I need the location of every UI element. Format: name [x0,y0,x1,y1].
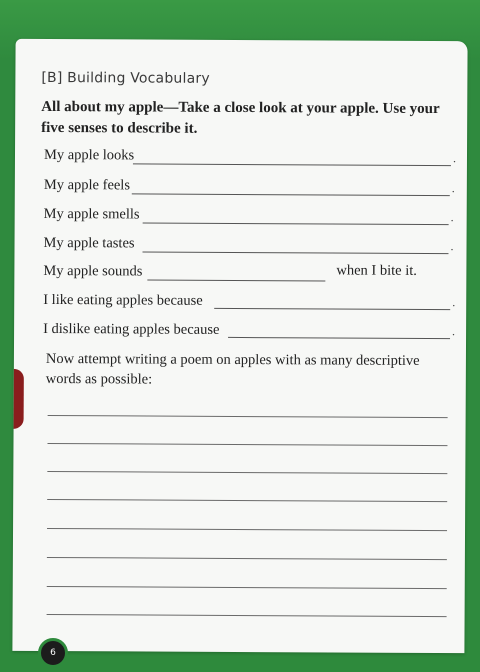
poem-line-7[interactable] [47,586,447,589]
poem-line-3[interactable] [47,471,447,474]
poem-instruction: Now attempt writing a poem on apples with as many descriptive words as possible: [45,350,420,388]
prompt-label: My apple sounds [43,262,143,280]
poem-line-4[interactable] [47,499,447,502]
prompt-label: I dislike eating apples because [43,320,220,338]
prompt-label: My apple feels [43,176,131,194]
answer-blank-looks[interactable] [133,163,451,166]
answer-blank-like[interactable] [214,308,450,310]
prompt-label: My apple looks [43,146,135,164]
prompt-row-dislike [43,321,219,339]
prompt-row-looks [44,147,134,164]
prompt-ending: . [452,295,456,310]
prompt-ending-sounds: when I bite it. [336,262,417,279]
page-number-badge: 6 [38,638,68,668]
answer-blank-feels[interactable] [132,193,450,196]
poem-line-2[interactable] [47,443,447,446]
prompt-row-like [43,292,203,310]
intro-dash: — [163,99,179,116]
prompt-row-smells [44,206,140,224]
intro-instruction: Take a close look at your apple. Use your five senses to describe it. [41,99,440,137]
prompt-row-tastes [43,235,134,252]
intro-paragraph [41,97,451,141]
prompt-label: My apple smells [43,205,140,223]
prompt-label: I like eating apples because [43,291,203,309]
answer-blank-smells[interactable] [143,222,449,225]
prompt-ending: . [450,239,454,254]
intro-lead: All about my apple [41,98,164,116]
book-edge-decoration [14,369,24,429]
prompt-ending: . [451,181,455,196]
answer-blank-tastes[interactable] [142,251,448,254]
poem-line-1[interactable] [48,415,448,418]
answer-blank-sounds[interactable] [147,280,325,282]
answer-blank-dislike[interactable] [228,337,450,339]
poem-line-6[interactable] [47,557,447,560]
prompt-label: My apple tastes [43,234,135,252]
prompt-ending: . [452,151,457,166]
prompt-row-feels [44,177,130,194]
poem-line-8[interactable] [47,614,447,617]
worksheet-page [12,39,467,653]
poem-line-5[interactable] [47,528,447,531]
prompt-row-sounds [43,263,142,281]
section-heading: [B] Building Vocabulary [41,69,210,87]
prompt-ending: . [450,210,454,225]
prompt-ending: . [452,324,456,339]
